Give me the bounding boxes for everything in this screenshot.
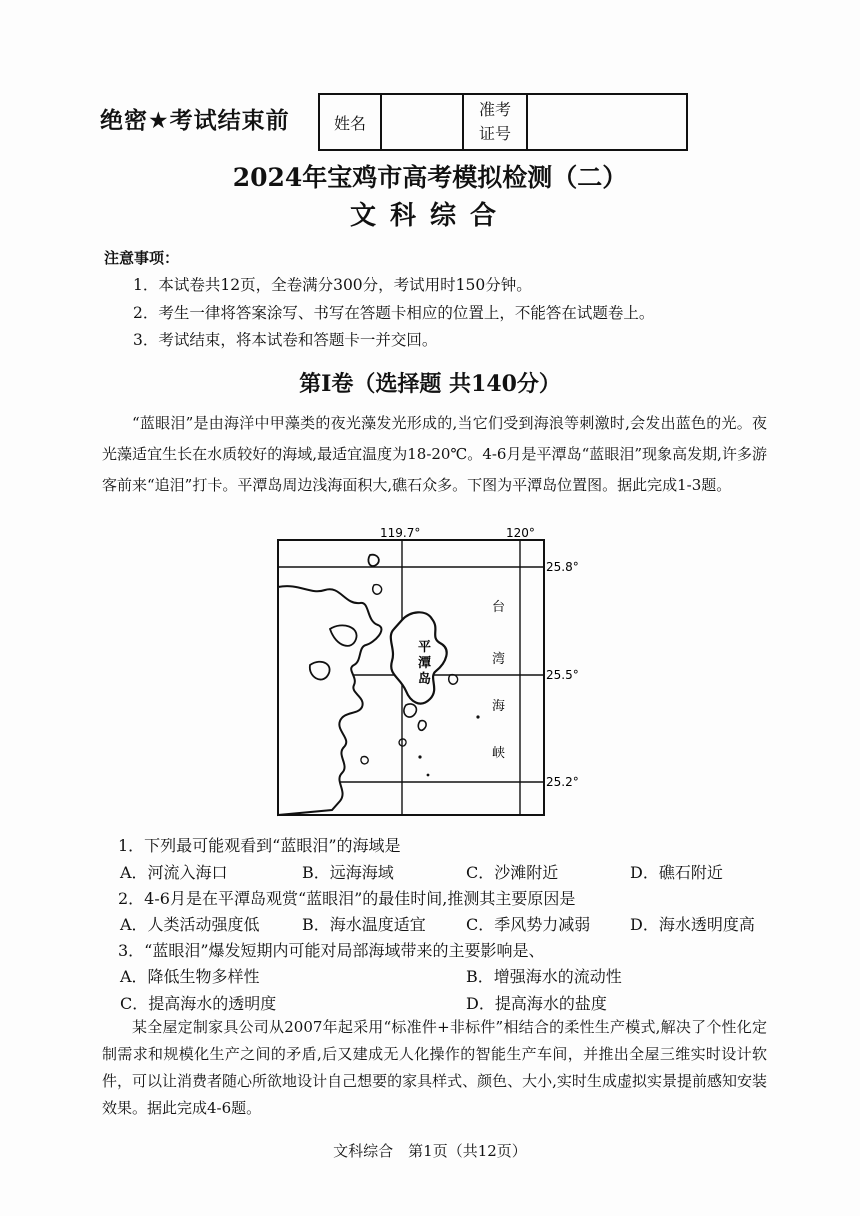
question-3-option-c[interactable]: C．提高海水的透明度 — [120, 994, 277, 1013]
exam-id-label — [463, 94, 527, 150]
pingtan-location-map — [270, 525, 590, 830]
lon-label: 120° — [506, 526, 535, 540]
lon-label: 119.7° — [380, 526, 421, 540]
question-1-option-a[interactable]: A．河流入海口 — [120, 863, 228, 882]
question-1-option-b[interactable]: B．远海海域 — [302, 863, 394, 882]
question-1-option-c[interactable]: C．沙滩附近 — [466, 863, 559, 882]
section-title: 第Ⅰ卷（选择题 共140分） — [299, 371, 561, 397]
question-2-option-a[interactable]: A．人类活动强度低 — [120, 915, 260, 934]
strait-label: 海 — [492, 699, 506, 714]
strait-label: 台 — [492, 600, 506, 615]
lat-label: 25.2° — [546, 775, 579, 789]
question-2-stem: 2．4-6月是在平潭岛观赏“蓝眼泪”的最佳时间,推测其主要原因是 — [118, 889, 576, 908]
question-3-stem: 3．“蓝眼泪”爆发短期内可能对局部海域带来的主要影响是、 — [118, 941, 545, 960]
exam-id-label-line1: 准考 — [478, 100, 511, 119]
confidential-label: 绝密★考试结束前 — [100, 108, 290, 134]
strait-label: 湾 — [492, 652, 506, 667]
question-2-option-b[interactable]: B．海水温度适宜 — [302, 915, 426, 934]
exam-title: 2024年宝鸡市高考模拟检测（二） — [232, 163, 628, 192]
notice-heading: 注意事项： — [104, 249, 180, 267]
question-1-option-d[interactable]: D．礁石附近 — [630, 863, 723, 882]
subject-title: 文科综合 — [349, 201, 510, 231]
exam-id-label-line2: 证号 — [478, 124, 511, 143]
notice-item: 3．考试结束，将本试卷和答题卡一并交回。 — [133, 331, 438, 349]
question-3-option-a[interactable]: A．降低生物多样性 — [120, 967, 260, 986]
notice-item: 2．考生一律将答案涂写、书写在答题卡相应的位置上，不能答在试题卷上。 — [133, 304, 655, 322]
notice-item: 1．本试卷共12页，全卷满分300分，考试用时150分钟。 — [133, 276, 532, 294]
strait-label: 峡 — [492, 746, 506, 761]
lat-label: 25.5° — [546, 668, 579, 682]
name-label: 姓名 — [319, 94, 381, 150]
question-3-option-b[interactable]: B．增强海水的流动性 — [466, 967, 622, 986]
page-footer: 文科综合 第1页（共12页） — [333, 1142, 527, 1160]
candidate-info-box — [318, 93, 688, 151]
island-label: 潭 — [418, 656, 432, 671]
question-3-option-d[interactable]: D．提高海水的盐度 — [466, 994, 607, 1013]
island-label: 岛 — [418, 672, 432, 687]
island-label: 平 — [418, 640, 432, 655]
passage-1: “蓝眼泪”是由海洋中甲藻类的夜光藻发光形成的,当它们受到海浪等刺激时,会发出蓝色的光。夜光藻适宜生长在水质较好的海域,最适宜温度为18-20℃。4-6月是平潭岛“蓝眼泪”现象高发期,许多游客前来“追泪”打卡。平潭岛周边浅海面积大,礁石众多。下图为平潭岛位置图。据此完成1-3题。 — [102, 414, 767, 494]
name-field[interactable] — [381, 94, 463, 150]
question-2-option-c[interactable]: C．季风势力减弱 — [466, 915, 591, 934]
mainland-coastline — [278, 586, 381, 815]
exam-id-field[interactable] — [527, 94, 687, 150]
passage-2: 某全屋定制家具公司从2007年起采用“标准件+非标件”相结合的柔性生产模式,解决了个性化定制需求和规模化生产之间的矛盾,后又建成无人化操作的智能生产车间，并推出全屋三维实时设计软件，可以让消费者随心所欲地设计自己想要的家具样式、颜色、大小,实时生成虚拟实景提前感知安装效果。据此完成4-6题。 — [102, 1018, 767, 1117]
question-1-stem: 1．下列最可能观看到“蓝眼泪”的海域是 — [118, 836, 401, 855]
question-2-option-d[interactable]: D．海水透明度高 — [630, 915, 755, 934]
lat-label: 25.8° — [546, 560, 579, 574]
